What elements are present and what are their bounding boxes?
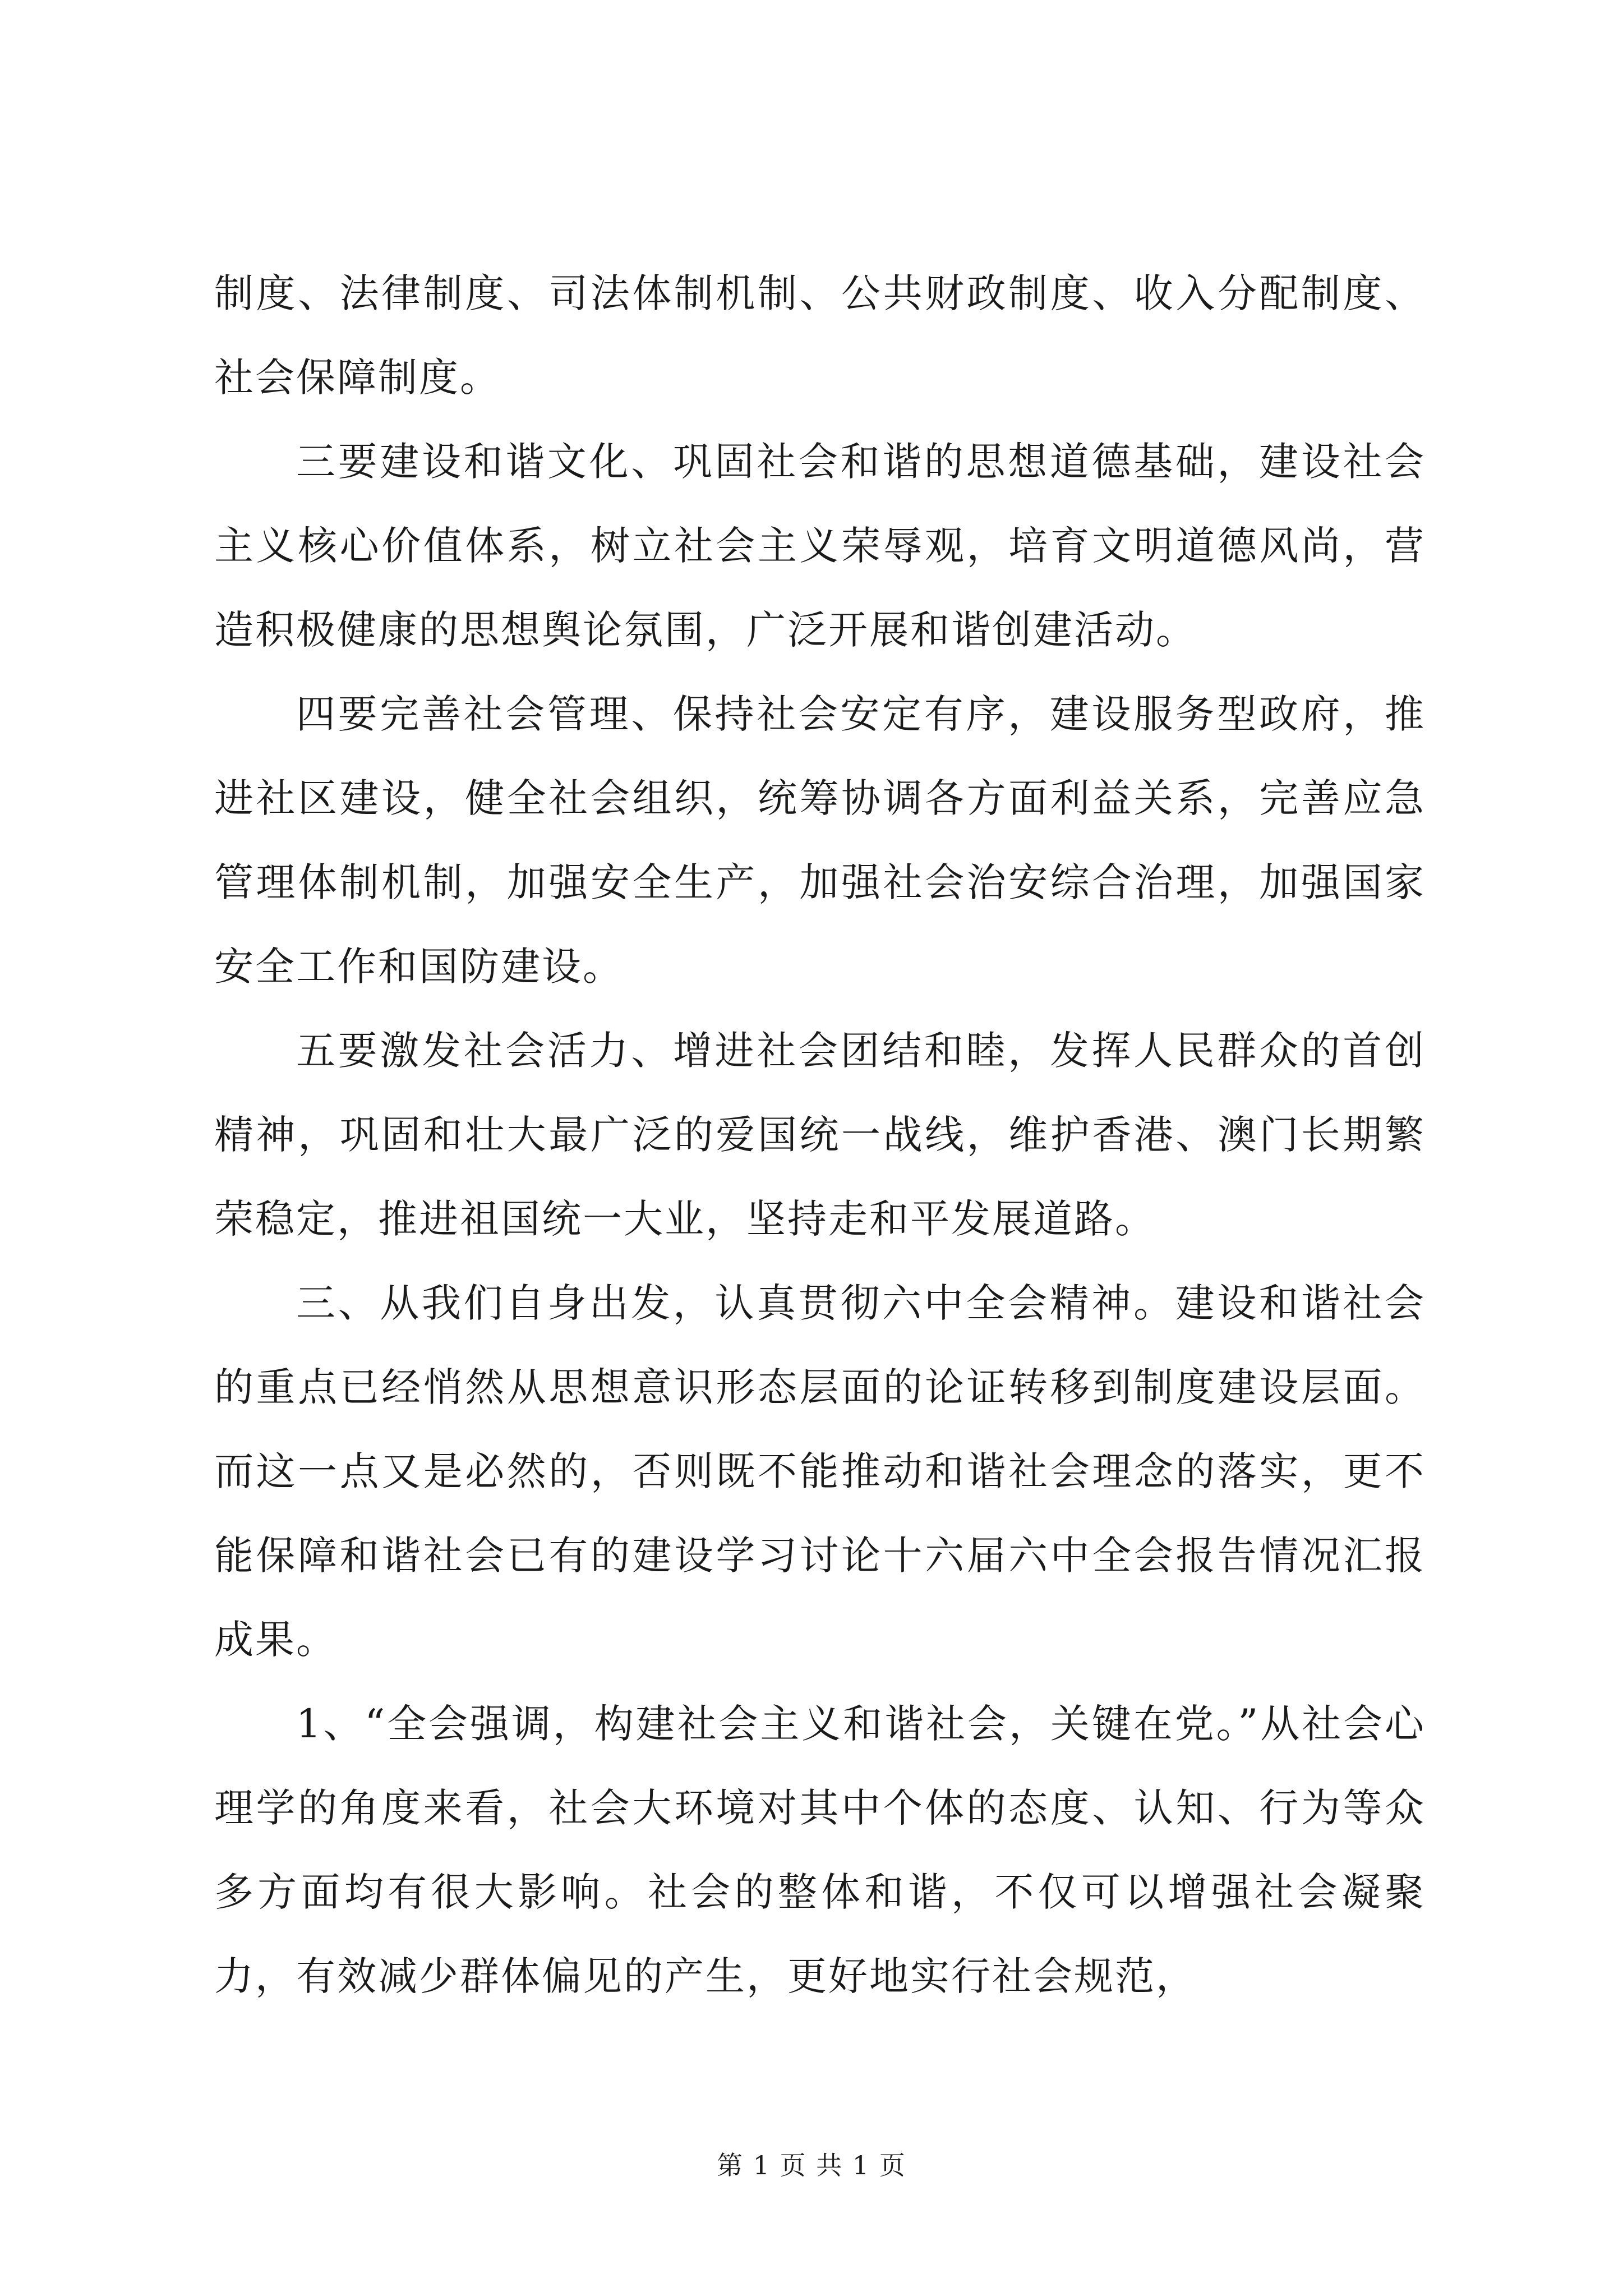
paragraph-5: 三、从我们自身出发，认真贯彻六中全会精神。建设和谐社会的重点已经悄然从思想意识形态层面的论证转移到制度建设层面。而这一点又是必然的，否则既不能推动和谐社会理念的落实，更不能保障和谐社会已有的建设学习讨论十六届六中全会报告情况汇报成果。 [214,1280,1426,1663]
document-body [214,251,1426,2018]
paragraph-4: 五要激发社会活力、增进社会团结和睦，发挥人民群众的首创精神，巩固和壮大最广泛的爱国统一战线，维护香港、澳门长期繁荣稳定，推进祖国统一大业，坚持走和平发展道路。 [214,1028,1426,1242]
paragraph-2: 三要建设和谐文化、巩固社会和谐的思想道德基础，建设社会主义核心价值体系，树立社会主义荣辱观，培育文明道德风尚，营造积极健康的思想舆论氛围，广泛开展和谐创建活动。 [214,439,1426,653]
paragraph-1: 制度、法律制度、司法体制机制、公共财政制度、收入分配制度、社会保障制度。 [214,270,1426,401]
paragraph-6: 1、“全会强调，构建社会主义和谐社会，关键在党。”从社会心理学的角度来看，社会大环境对其中个体的态度、认知、行为等众多方面均有很大影响。社会的整体和谐，不仅可以增强社会凝聚力，有效减少群体偏见的产生，更好地实行社会规范， [214,1701,1426,1999]
paragraph-3: 四要完善社会管理、保持社会安定有序，建设服务型政府，推进社区建设，健全社会组织，统筹协调各方面利益关系，完善应急管理体制机制，加强安全生产，加强社会治安综合治理，加强国家安全工作和国防建设。 [214,691,1426,990]
page-footer: 第 1 页 共 1 页 [717,2150,906,2180]
